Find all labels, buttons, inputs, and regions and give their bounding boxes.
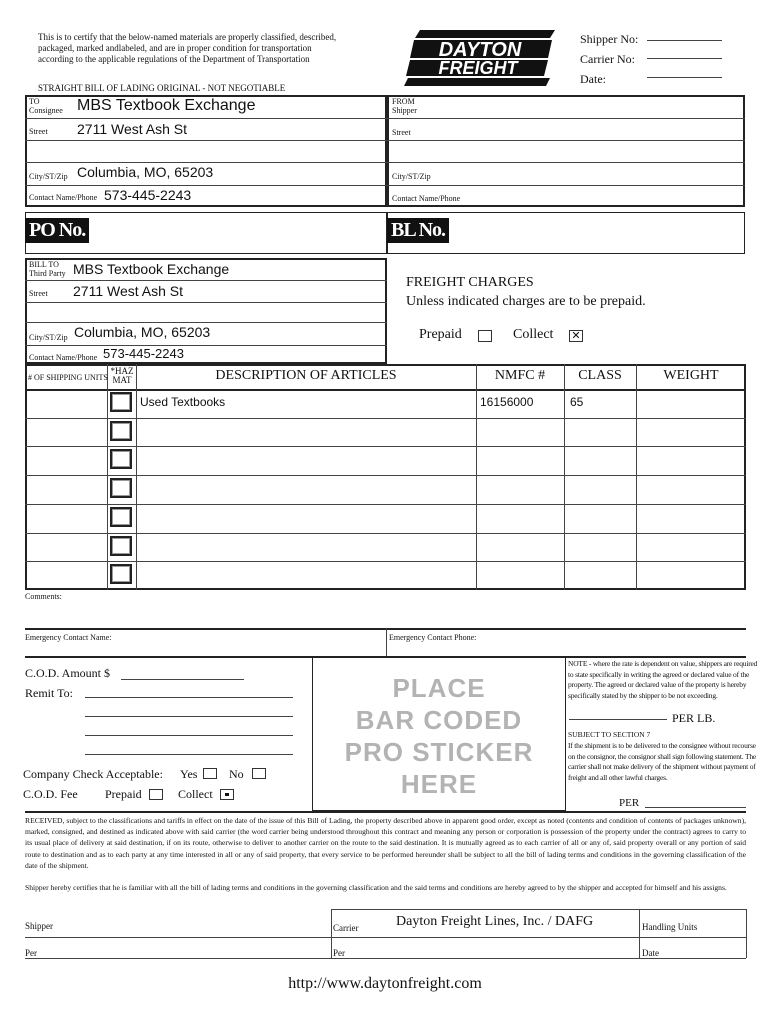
signature-date-label: Date [642, 948, 659, 958]
consignee-street[interactable]: 2711 West Ash St [77, 121, 187, 137]
straight-bol-label: STRAIGHT BILL OF LADING ORIGINAL - NOT NEGOTIABLE [38, 83, 286, 93]
sticker-line-2: BAR CODED [355, 705, 523, 735]
weight-header: WEIGHT [663, 368, 719, 383]
per-lb-label: PER LB. [672, 711, 716, 725]
remit-to-field-1[interactable] [85, 697, 293, 698]
shipper-per-label: Per [25, 948, 37, 958]
check-acceptable-label: Company Check Acceptable: [23, 767, 163, 781]
third-party-city[interactable]: Columbia, MO, 65203 [74, 324, 211, 340]
hazmat-checkbox[interactable] [110, 392, 132, 412]
third-party-label: Third Party [29, 269, 66, 278]
check-yes-checkbox[interactable] [203, 768, 217, 779]
nmfc-cell[interactable]: 16156000 [480, 395, 534, 409]
remit-to-field-3[interactable] [85, 735, 293, 736]
logo-graphic [400, 28, 570, 88]
description-cell[interactable]: Used Textbooks [140, 395, 226, 409]
row-divider [25, 561, 746, 562]
logo-text-1: DAYTON [438, 39, 522, 61]
to-label: TO [29, 97, 40, 106]
shipper-box [387, 95, 745, 207]
row-divider [25, 533, 746, 534]
website-url[interactable]: http://www.daytonfreight.com [288, 975, 482, 992]
cod-amount-field[interactable] [121, 679, 244, 680]
bill-to-label: BILL TO [29, 260, 59, 269]
per-signature-field[interactable] [645, 807, 746, 808]
haz-header-line: *HAZ [110, 366, 134, 376]
certification-line: according to the applicable regulations of the Department of Transportation [38, 54, 310, 64]
row-divider [25, 504, 746, 505]
shipper-city-label: City/ST/Zip [392, 172, 431, 181]
checked-mark [225, 793, 229, 796]
comments-label: Comments: [25, 592, 62, 601]
consignee-phone[interactable]: 573-445-2243 [104, 187, 192, 203]
sticker-line-4: HERE [400, 769, 478, 799]
bl-label: BL No. [387, 218, 449, 243]
row-divider [25, 418, 746, 419]
pro-sticker-area [312, 657, 566, 811]
freight-prepaid-label: Prepaid [419, 327, 462, 342]
consignee-label: Consignee [29, 106, 63, 115]
freight-collect-label: Collect [513, 327, 554, 342]
freight-collect-checkbox[interactable]: ✕ [569, 330, 583, 342]
sticker-line-3: PRO STICKER [344, 737, 534, 767]
shipper-label: Shipper [392, 106, 417, 115]
freight-prepaid-checkbox[interactable] [478, 330, 492, 342]
cod-fee-collect-label: Collect [178, 787, 213, 801]
check-no-checkbox[interactable] [252, 768, 266, 779]
dayton-freight-logo [400, 28, 570, 88]
mat-header-line: MAT [112, 375, 132, 385]
certification-text [38, 32, 388, 65]
shipper-signature-label: Shipper [25, 921, 53, 931]
sticker-line-1: PLACE [392, 673, 486, 703]
class-header: CLASS [578, 368, 622, 383]
certification-line: This is to certify that the below-named materials are properly classified, described, [38, 32, 337, 42]
consignee-city-label: City/ST/Zip [29, 172, 68, 181]
units-header: # OF SHIPPING UNITS [28, 373, 108, 382]
row-divider [25, 446, 746, 447]
received-terms: RECEIVED, subject to the classifications and tariffs in effect on the date of the issue of this Bill of Lading, the property described above in apparent good order, except as noted (contents and condition of contents of packages unknown), marked, consigned, and destined as indicated above with said carrier (the word carrier being understood throughout this contract and meaning any person or corporation is possession of the property under the contract) agrees to carry to its usual place of delivery at said destination, if on its route, otherwise to deliver to another carrier on the route to the said destination. It is mutually agreed as to each carrier of all or any of, said property overall or any portion of said route to destination and as to each party at any time interested in all or any of said property, that every service to be performed hereunder shall be subject to all the bill of lading terms and conditions in the governing classification of the date of the shipment. [25, 816, 746, 870]
check-yes-label: Yes [180, 767, 198, 781]
freight-charges-note: Unless indicated charges are to be prepaid. [406, 294, 646, 309]
hazmat-checkbox[interactable] [110, 421, 132, 441]
value-note: NOTE - where the rate is dependent on value, shippers are required to state specifically in writing the agreed or declared value of the property. The agreed or declared value of the property is hereby specifically stated by the shipper to be not exceeding. [568, 659, 758, 700]
section7-text: If the shipment is to be delivered to the consignee without recourse on the consignor, the consignor shall sign following statement. The carrier shall not make delivery of the shipment without payment of freight and all other lawful charges. [568, 741, 757, 782]
carrier-signature-label: Carrier [333, 923, 359, 933]
shipper-no-label: Shipper No: [580, 32, 639, 46]
shipper-street-label: Street [392, 128, 411, 137]
carrier-no-label: Carrier No: [580, 52, 635, 66]
date-field[interactable] [647, 77, 722, 78]
cod-fee-prepaid-label: Prepaid [105, 787, 142, 801]
hazmat-header [108, 367, 136, 385]
value-field[interactable] [569, 719, 667, 720]
subject-section-label: SUBJECT TO SECTION 7 [568, 730, 651, 739]
consignee-contact-label: Contact Name/Phone [29, 193, 98, 202]
certification-line: packaged, marked andlabeled, and are in proper condition for transportation [38, 43, 312, 53]
shipper-certification: Shipper hereby certifies that he is familiar with all the bill of lading terms and conditions in the governing classification and the said terms and conditions are hereby agreed to by the shipper and accepted for himself and his assigns. [25, 883, 727, 892]
carrier-name-value[interactable]: Dayton Freight Lines, Inc. / DAFG [396, 914, 594, 929]
articles-table [25, 364, 746, 590]
emergency-phone-label: Emergency Contact Phone: [389, 633, 477, 642]
description-header: DESCRIPTION OF ARTICLES [215, 368, 397, 383]
po-label: PO No. [25, 218, 89, 243]
hazmat-checkbox[interactable] [110, 536, 132, 556]
shipper-contact-label: Contact Name/Phone [392, 194, 461, 203]
cod-amount-label: C.O.D. Amount $ [25, 666, 111, 680]
consignee-city[interactable]: Columbia, MO, 65203 [77, 164, 214, 180]
third-party-city-label: City/ST/Zip [29, 333, 68, 342]
third-party-name[interactable]: MBS Textbook Exchange [73, 261, 230, 277]
from-label: FROM [392, 97, 415, 106]
carrier-no-field[interactable] [647, 58, 722, 59]
check-no-label: No [229, 767, 244, 781]
header-reference-fields [580, 29, 638, 89]
cod-fee-collect-checkbox[interactable] [220, 789, 234, 800]
hazmat-checkbox[interactable] [110, 507, 132, 527]
consignee-street-label: Street [29, 127, 48, 136]
third-party-street-label: Street [29, 289, 48, 298]
class-cell[interactable]: 65 [570, 395, 584, 409]
date-label: Date: [580, 72, 606, 86]
third-party-phone[interactable]: 573-445-2243 [103, 346, 184, 361]
nmfc-header: NMFC # [494, 368, 546, 383]
consignee-name[interactable]: MBS Textbook Exchange [77, 97, 256, 114]
remit-to-field-2[interactable] [85, 716, 293, 717]
cod-fee-prepaid-checkbox[interactable] [149, 789, 163, 800]
handling-units-label: Handling Units [642, 922, 698, 932]
carrier-per-label: Per [333, 948, 345, 958]
third-party-street[interactable]: 2711 West Ash St [73, 283, 183, 299]
per-label: PER [619, 797, 640, 809]
third-party-contact-label: Contact Name/Phone [29, 353, 98, 362]
row-divider [25, 475, 746, 476]
shipper-no-field[interactable] [647, 40, 722, 41]
emergency-name-label: Emergency Contact Name: [25, 633, 112, 642]
hazmat-checkbox[interactable] [110, 478, 132, 498]
hazmat-checkbox[interactable] [110, 564, 132, 584]
remit-to-label: Remit To: [25, 686, 73, 700]
hazmat-checkbox[interactable] [110, 449, 132, 469]
remit-to-field-4[interactable] [85, 754, 293, 755]
cod-fee-label: C.O.D. Fee [23, 787, 78, 801]
freight-charges-title: FREIGHT CHARGES [406, 275, 534, 290]
logo-text-2: FREIGHT [438, 58, 518, 78]
